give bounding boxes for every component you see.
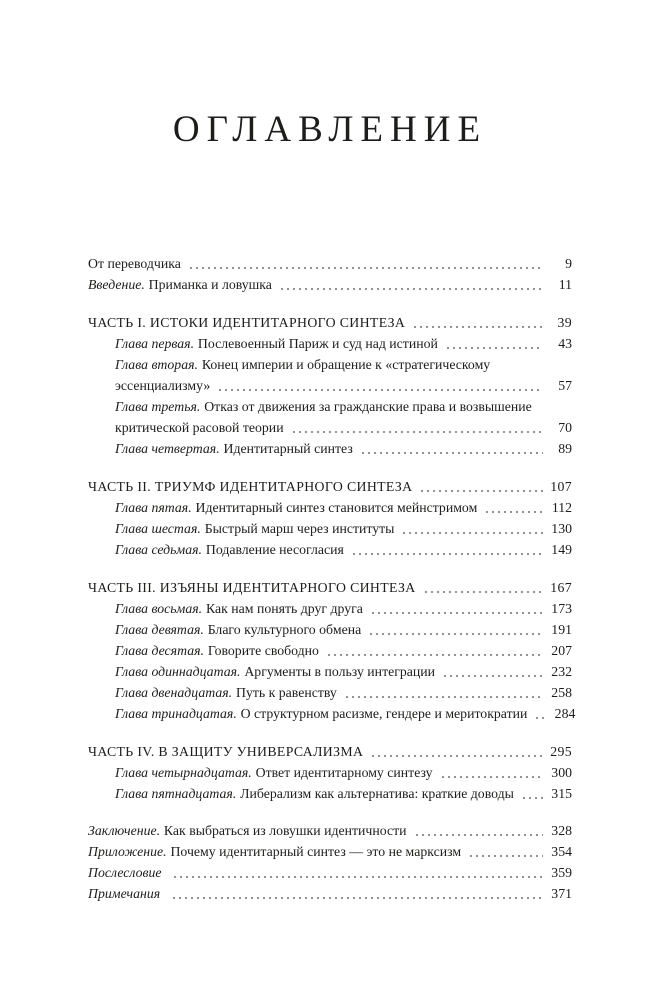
toc-entry-prefix: Глава тринадцатая. xyxy=(115,706,237,721)
toc-entry-title: Подавление несогласия xyxy=(205,542,344,557)
toc-entry-prefix: Глава первая. xyxy=(115,336,195,351)
toc-entry-title: Путь к равенству xyxy=(235,685,337,700)
toc-entry-line xyxy=(115,783,572,804)
toc-entry-title: Идентитарный синтез xyxy=(223,441,353,456)
page-title: ОГЛАВЛЕНИЕ xyxy=(172,109,488,150)
toc-leader-dots xyxy=(414,820,543,841)
toc-entry-prefix: Глава пятая. xyxy=(115,500,192,515)
toc-leader-dots xyxy=(484,497,543,518)
toc-entry-prefix: Глава двенадцатая. xyxy=(115,685,233,700)
toc-entry-line xyxy=(115,518,572,539)
toc-leader-dots xyxy=(468,841,543,862)
toc-entry-prefix: Глава шестая. xyxy=(115,521,201,536)
toc-entry xyxy=(88,438,572,459)
toc-entry xyxy=(88,820,572,841)
toc-entry-title: Как нам понять друг друга xyxy=(205,601,363,616)
toc-leader-dots xyxy=(419,476,543,497)
toc-entry-prefix: Глава седьмая. xyxy=(115,542,202,557)
toc-leader-dots xyxy=(291,417,543,438)
toc-leader-dots xyxy=(521,783,543,804)
toc-page-number: 173 xyxy=(551,601,572,616)
toc-page-number: 191 xyxy=(551,622,572,637)
toc-page-number: 300 xyxy=(551,765,572,780)
toc-entry-prefix: Глава десятая. xyxy=(115,643,204,658)
toc-list xyxy=(88,253,576,904)
toc-leader-dots xyxy=(351,539,543,560)
toc-entry-line xyxy=(88,741,572,762)
toc-entry-line xyxy=(88,862,572,883)
toc-entry-title: Приманка и ловушка xyxy=(148,277,272,292)
toc-entry-title: Как выбраться из ловушки идентичности xyxy=(163,823,407,838)
toc-page-number: 11 xyxy=(558,277,572,292)
toc-entry-line xyxy=(88,312,572,333)
toc-entry xyxy=(88,539,572,560)
toc-entry-prefix: Приложение. xyxy=(88,844,167,859)
toc-entry-prefix: Заключение. xyxy=(88,823,161,838)
toc-entry-title: Либерализм как альтернатива: краткие доводы xyxy=(240,786,514,801)
toc-leader-dots xyxy=(370,741,543,762)
toc-page-number: 57 xyxy=(558,378,572,393)
toc-entry xyxy=(88,333,572,354)
toc-entry xyxy=(88,862,572,883)
toc-entry-line xyxy=(115,682,572,703)
toc-page-number: 354 xyxy=(551,844,572,859)
toc-leader-dots xyxy=(172,862,543,883)
toc-entry-prefix: Послесловие xyxy=(88,865,162,880)
toc-page-number: 359 xyxy=(551,865,572,880)
toc-entry-line xyxy=(115,354,572,375)
toc-entry-line xyxy=(115,762,572,783)
toc-entry-title: О структурном расизме, гендере и меритократии xyxy=(240,706,528,721)
toc-entry-line xyxy=(115,333,572,354)
toc-page-number: 258 xyxy=(551,685,572,700)
toc-entry xyxy=(88,682,572,703)
toc-entry-line xyxy=(88,274,572,295)
toc-leader-dots xyxy=(326,640,543,661)
toc-entry-title: Благо культурного обмена xyxy=(207,622,362,637)
toc-leader-dots xyxy=(360,438,543,459)
toc-entry-title: Идентитарный синтез становится мейнстримом xyxy=(195,500,478,515)
toc-entry-line xyxy=(115,539,572,560)
toc-entry-line xyxy=(115,619,572,640)
toc-page-number: 232 xyxy=(551,664,572,679)
toc-entry-title: Отказ от движения за гражданские права и возвышение xyxy=(204,399,532,414)
toc-entry-line xyxy=(88,253,572,274)
toc-entry-line xyxy=(115,640,572,661)
toc-entry xyxy=(88,661,572,682)
toc-entry xyxy=(88,396,572,438)
toc-page-number: 130 xyxy=(551,521,572,536)
toc-page-number: 328 xyxy=(551,823,572,838)
toc-page-number: 295 xyxy=(550,744,572,759)
toc-entry-line xyxy=(88,883,572,904)
toc-entry-prefix: Глава одиннадцатая. xyxy=(115,664,241,679)
toc-part-entry xyxy=(88,312,572,333)
toc-leader-dots xyxy=(534,703,546,724)
toc-leader-dots xyxy=(279,274,543,295)
toc-entry xyxy=(88,883,572,904)
toc-entry xyxy=(88,253,572,274)
toc-entry-prefix: Глава вторая. xyxy=(115,357,198,372)
toc-entry-title: От переводчика xyxy=(88,256,181,271)
toc-entry xyxy=(88,274,572,295)
toc-entry-title: Быстрый марш через институты xyxy=(204,521,395,536)
toc-entry-title: ЧАСТЬ III. ИЗЪЯНЫ ИДЕНТИТАРНОГО СИНТЕЗА xyxy=(88,580,416,595)
toc-page-number: 112 xyxy=(551,500,572,515)
toc-entry xyxy=(88,762,572,783)
toc-page-number: 107 xyxy=(550,479,572,494)
toc-entry-line xyxy=(115,703,576,724)
toc-entry xyxy=(88,841,572,862)
toc-entry xyxy=(88,354,572,396)
toc-entry-line xyxy=(88,577,572,598)
toc-entry-prefix: Глава восьмая. xyxy=(115,601,203,616)
toc-entry-title: ЧАСТЬ II. ТРИУМФ ИДЕНТИТАРНОГО СИНТЕЗА xyxy=(88,479,413,494)
toc-entry-title: Конец империи и обращение к «стратегическому xyxy=(201,357,491,372)
toc-entry-title: ЧАСТЬ I. ИСТОКИ ИДЕНТИТАРНОГО СИНТЕЗА xyxy=(88,315,406,330)
toc-part-entry xyxy=(88,741,572,762)
toc-entry-line xyxy=(88,476,572,497)
toc-part-entry xyxy=(88,577,572,598)
toc-entry-prefix: Глава пятнадцатая. xyxy=(115,786,237,801)
toc-page-number: 315 xyxy=(551,786,572,801)
toc-leader-dots xyxy=(423,577,543,598)
toc-entry-title-continued: эссенциализму» xyxy=(115,378,211,393)
toc-page-number: 43 xyxy=(558,336,572,351)
toc-entry-prefix: Глава четвертая. xyxy=(115,441,220,456)
toc-page-number: 70 xyxy=(558,420,572,435)
toc-page-number: 207 xyxy=(551,643,572,658)
toc-leader-dots xyxy=(171,883,543,904)
toc-entry-prefix: Глава девятая. xyxy=(115,622,204,637)
toc-leader-dots xyxy=(401,518,543,539)
toc-entry-line xyxy=(115,598,572,619)
toc-page-number: 9 xyxy=(565,256,572,271)
toc-entry-line xyxy=(115,396,572,417)
toc-entry-line xyxy=(115,375,572,396)
toc-entry-line xyxy=(88,841,572,862)
toc-page-number: 149 xyxy=(551,542,572,557)
toc-entry-line xyxy=(115,661,572,682)
toc-entry-title: Почему идентитарный синтез — это не марксизм xyxy=(170,844,462,859)
toc-page-number: 284 xyxy=(554,706,576,721)
toc-page-number: 89 xyxy=(558,441,572,456)
toc-entry xyxy=(88,703,576,724)
toc-entry xyxy=(88,619,572,640)
toc-entry-line xyxy=(88,820,572,841)
toc-entry-line xyxy=(115,438,572,459)
toc-leader-dots xyxy=(368,619,543,640)
toc-entry-prefix: Введение. xyxy=(88,277,145,292)
toc-page-number: 39 xyxy=(557,315,572,330)
toc-entry-title: ЧАСТЬ IV. В ЗАЩИТУ УНИВЕРСАЛИЗМА xyxy=(88,744,364,759)
toc-entry xyxy=(88,783,572,804)
toc-leader-dots xyxy=(440,762,543,783)
toc-page-number: 371 xyxy=(551,886,572,901)
toc-leader-dots xyxy=(412,312,543,333)
toc-entry-title: Аргументы в пользу интеграции xyxy=(244,664,436,679)
toc-entry-prefix: Примечания xyxy=(88,886,161,901)
toc-leader-dots xyxy=(217,375,543,396)
toc-leader-dots xyxy=(188,253,543,274)
toc-entry xyxy=(88,598,572,619)
toc-entry-line xyxy=(115,417,572,438)
toc-entry-title: Говорите свободно xyxy=(207,643,319,658)
toc-entry xyxy=(88,497,572,518)
toc-entry-prefix: Глава четырнадцатая. xyxy=(115,765,252,780)
toc-leader-dots xyxy=(344,682,543,703)
toc-page-number: 167 xyxy=(550,580,572,595)
toc-entry-prefix: Глава третья. xyxy=(115,399,201,414)
toc-leader-dots xyxy=(442,661,543,682)
toc-leader-dots xyxy=(445,333,543,354)
toc-entry xyxy=(88,640,572,661)
toc-entry-title: Ответ идентитарному синтезу xyxy=(255,765,433,780)
toc-leader-dots xyxy=(370,598,543,619)
toc-part-entry xyxy=(88,476,572,497)
toc-entry xyxy=(88,518,572,539)
toc-entry-title: Послевоенный Париж и суд над истиной xyxy=(197,336,438,351)
toc-entry-title-continued: критической расовой теории xyxy=(115,420,284,435)
toc-entry-line xyxy=(115,497,572,518)
